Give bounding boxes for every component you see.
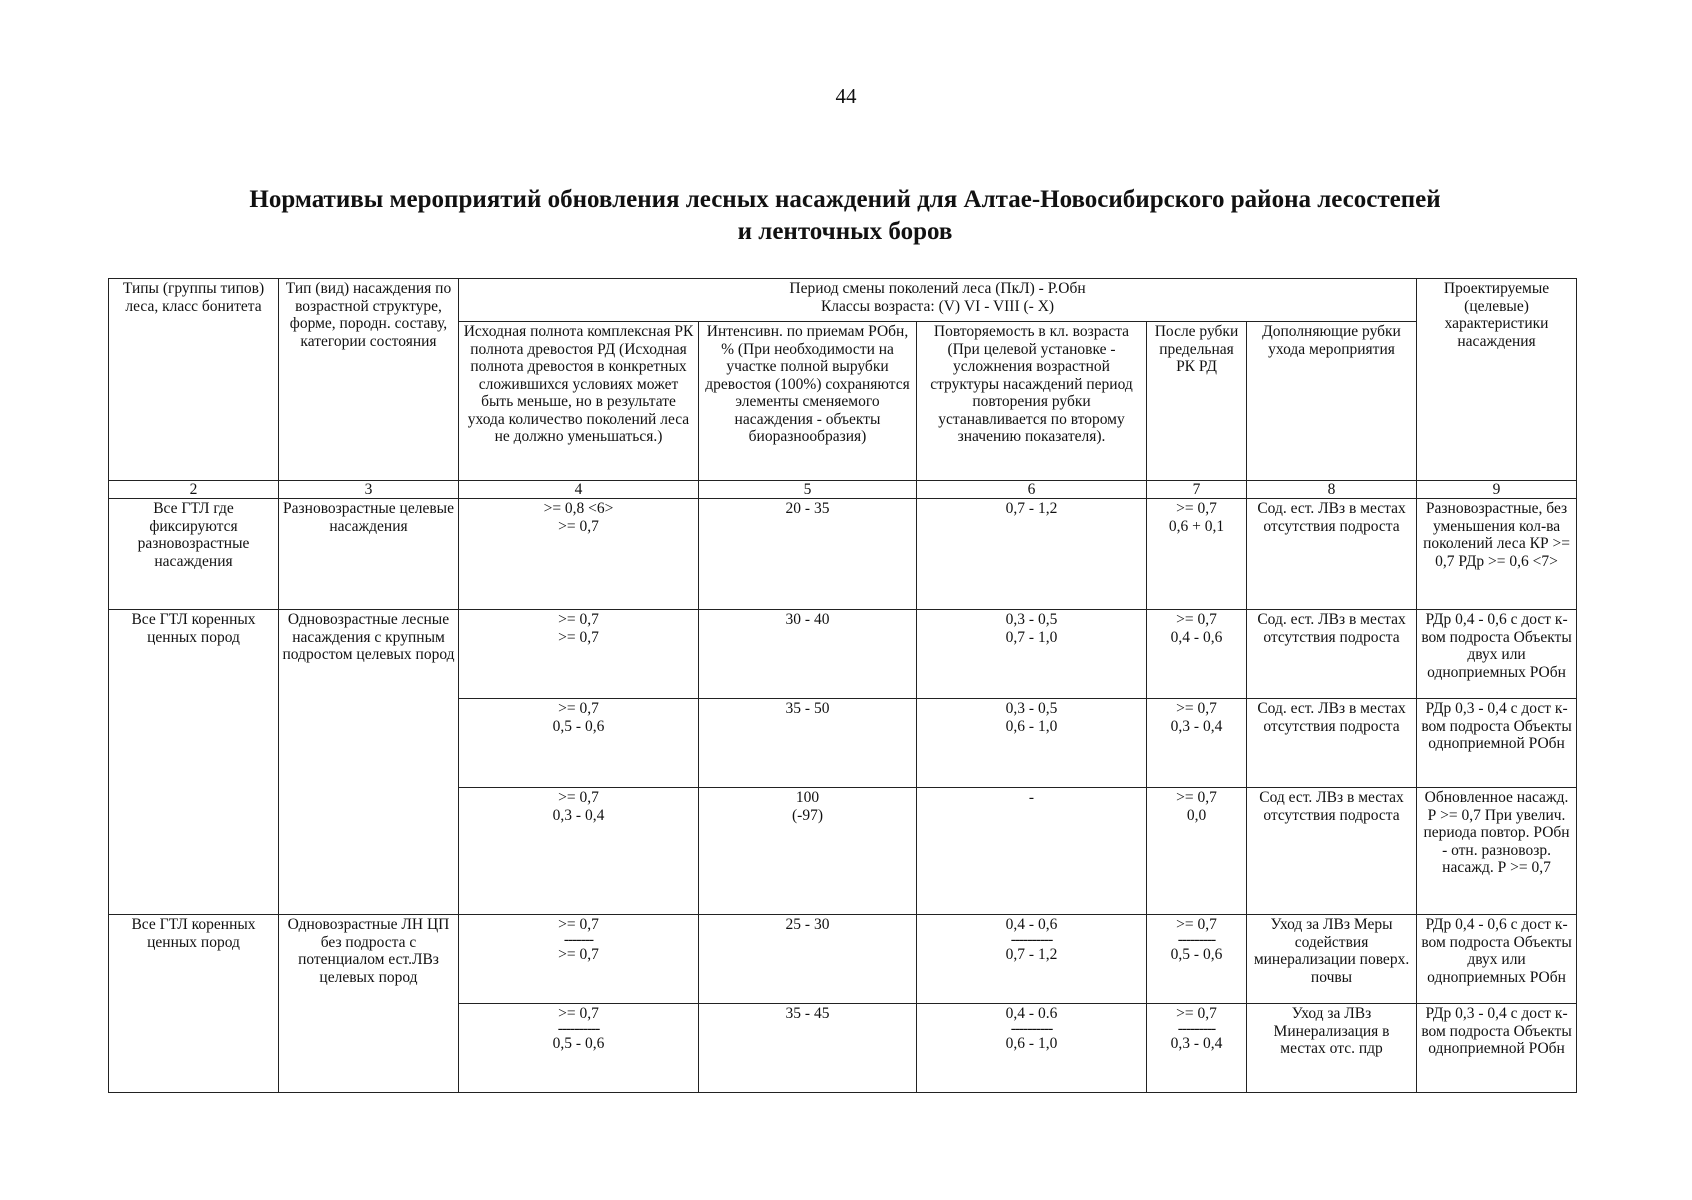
stand-type-cell: Одновозрастные ЛН ЦП без подроста с потенциалом ест.ЛВз целевых пород: [279, 915, 459, 1093]
cell-value: >= 0,7: [1176, 916, 1217, 933]
after-cutting-cell: [1147, 915, 1247, 1004]
title-line-1: Нормативы мероприятий обновления лесных насаждений для Алтае-Новосибирского района лесостепей: [249, 186, 1441, 213]
intensity-cell: 25 - 30: [699, 915, 917, 1004]
column-number-row: [109, 481, 1577, 499]
intensity-cell: 35 - 45: [699, 1004, 917, 1093]
initial-density-cell: [459, 610, 699, 699]
repeatability-cell: [917, 610, 1147, 699]
cell-value: 0,7 - 1,0: [1005, 628, 1058, 646]
target-cell: РДр 0,4 - 0,6 с дост к-вом подроста Объекты двух или одноприемных РОбн: [1417, 610, 1577, 699]
column-number: 4: [459, 481, 699, 499]
repeatability-cell: [917, 1004, 1147, 1093]
column-number: 9: [1417, 481, 1577, 499]
after-cutting-cell: [1147, 699, 1247, 788]
table-row: [109, 915, 1577, 1004]
document-title: [150, 184, 1540, 248]
measures-cell: Сод. ест. ЛВз в местах отсутствия подроста: [1247, 499, 1417, 610]
cell-value: >= 0,7: [1176, 500, 1217, 517]
cell-value: 0,6 + 0,1: [1168, 517, 1225, 535]
table-row: [109, 610, 1577, 699]
column-number: 7: [1147, 481, 1247, 499]
cell-value: >= 0,7: [558, 945, 599, 963]
cell-value: >= 0,7: [558, 1005, 599, 1022]
measures-cell: Уход за ЛВз Минерализация в местах отс. пдр: [1247, 1004, 1417, 1093]
fraction-line: ----------: [1010, 1019, 1053, 1037]
cell-value: 0,4 - 0,6: [1170, 628, 1223, 646]
cell-value: >= 0,7: [558, 628, 599, 646]
cell-value: 0,3 - 0,5: [1005, 611, 1058, 628]
cell-value: 0,3 - 0,4: [1170, 1034, 1223, 1052]
intensity-cell: 30 - 40: [699, 610, 917, 699]
header-period-line-2: Классы возраста: (V) VI - VIII (- X): [820, 297, 1055, 315]
cell-value: >= 0,7: [558, 517, 599, 535]
stand-type-cell: Одновозрастные лесные насаждения с крупным подростом целевых пород: [279, 610, 459, 915]
header-target-characteristics: Проектируемые (целевые) характеристики насаждения: [1417, 279, 1577, 481]
initial-density-cell: [459, 788, 699, 915]
cell-value: 0,5 - 0,6: [552, 1034, 605, 1052]
intensity-cell: 20 - 35: [699, 499, 917, 610]
page-number: 44: [835, 84, 857, 108]
target-cell: РДр 0,3 - 0,4 с дост к-вом подроста Объекты одноприемной РОбн: [1417, 699, 1577, 788]
after-cutting-cell: [1147, 788, 1247, 915]
forest-type-cell: Все ГТЛ коренных ценных пород: [109, 915, 279, 1093]
fraction-line: -------: [563, 930, 594, 948]
target-cell: Обновленное насажд. Р >= 0,7 При увелич. периода повтор. РОбн - отн. разновозр. насажд. Р >= 0,7: [1417, 788, 1577, 915]
fraction-line: ----------: [557, 1019, 600, 1037]
cell-value: (-97): [792, 806, 823, 824]
fraction-line: ----------: [1010, 930, 1053, 948]
cell-value: >= 0,7: [558, 789, 599, 806]
column-number: 2: [109, 481, 279, 499]
intensity-cell: [699, 788, 917, 915]
cell-value: 0,0: [1186, 806, 1207, 824]
measures-cell: Уход за ЛВз Меры содействия минерализации поверх. почвы: [1247, 915, 1417, 1004]
cell-value: 0,6 - 1,0: [1005, 1034, 1058, 1052]
header-period: [459, 279, 1417, 322]
cell-value: >= 0,7: [558, 611, 599, 628]
cell-value: >= 0,7: [558, 700, 599, 717]
cell-value: 0,6 - 1,0: [1005, 717, 1058, 735]
fraction-line: ---------: [1177, 930, 1216, 948]
forest-type-cell: Все ГТЛ где фиксируются разновозрастные насаждения: [109, 499, 279, 610]
header-repeatability: Повторяемость в кл. возраста (При целевой установке - усложнения возрастной структуры насаждений период повторения рубки устанавливается по второму значению показателя).: [917, 322, 1147, 481]
target-cell: Разновозрастные, без уменьшения кол-ва поколений леса КР >= 0,7 РДр >= 0,6 <7>: [1417, 499, 1577, 610]
target-cell: РДр 0,4 - 0,6 с дост к-вом подроста Объекты двух или одноприемных РОбн: [1417, 915, 1577, 1004]
cell-value: >= 0,7: [1176, 789, 1217, 806]
column-number: 5: [699, 481, 917, 499]
after-cutting-cell: [1147, 610, 1247, 699]
cell-value: 0,3 - 0,4: [552, 806, 605, 824]
initial-density-cell: [459, 915, 699, 1004]
cell-value: >= 0,7: [1176, 700, 1217, 717]
repeatability-cell: [917, 915, 1147, 1004]
cell-value: 0,5 - 0,6: [552, 717, 605, 735]
cell-value: 0,3 - 0,4: [1170, 717, 1223, 735]
title-line-2: и ленточных боров: [737, 218, 953, 245]
measures-cell: Сод. ест. ЛВз в местах отсутствия подроста: [1247, 699, 1417, 788]
header-additional-measures: Дополняющие рубки ухода мероприятия: [1247, 322, 1417, 481]
header-intensity: Интенсивн. по приемам РОбн, % (При необходимости на участке полной вырубки древостоя (100%) сохраняются элементы сменяемого насаждения - объекты биоразнообразия): [699, 322, 917, 481]
header-forest-type: Типы (группы типов) леса, класс бонитета: [109, 279, 279, 481]
table-row: [109, 499, 1577, 610]
column-number: 6: [917, 481, 1147, 499]
cell-value: >= 0,7: [1176, 1005, 1217, 1022]
initial-density-cell: [459, 499, 699, 610]
measures-cell: Сод. ест. ЛВз в местах отсутствия подроста: [1247, 610, 1417, 699]
intensity-cell: 35 - 50: [699, 699, 917, 788]
initial-density-cell: [459, 1004, 699, 1093]
forest-type-cell: Все ГТЛ коренных ценных пород: [109, 610, 279, 915]
target-cell: РДр 0,3 - 0,4 с дост к-вом подроста Объекты одноприемной РОбн: [1417, 1004, 1577, 1093]
repeatability-cell: -: [917, 788, 1147, 915]
cell-value: >= 0,7: [558, 916, 599, 933]
column-number: 8: [1247, 481, 1417, 499]
header-stand-type: Тип (вид) насаждения по возрастной структуре, форме, породн. составу, категории состояния: [279, 279, 459, 481]
repeatability-cell: [917, 699, 1147, 788]
fraction-line: ---------: [1177, 1019, 1216, 1037]
header-period-line-1: Период смены поколений леса (ПкЛ) - Р.Обн: [789, 280, 1086, 297]
cell-value: 0,5 - 0,6: [1170, 945, 1223, 963]
after-cutting-cell: [1147, 499, 1247, 610]
initial-density-cell: [459, 699, 699, 788]
stand-type-cell: Разновозрастные целевые насаждения: [279, 499, 459, 610]
repeatability-cell: 0,7 - 1,2: [917, 499, 1147, 610]
column-number: 3: [279, 481, 459, 499]
standards-table: [108, 278, 1577, 1093]
after-cutting-cell: [1147, 1004, 1247, 1093]
cell-value: >= 0,7: [1176, 611, 1217, 628]
measures-cell: Сод ест. ЛВз в местах отсутствия подроста: [1247, 788, 1417, 915]
header-after-cutting: После рубки предельная РК РД: [1147, 322, 1247, 481]
cell-value: 0,3 - 0,5: [1005, 700, 1058, 717]
cell-value: 0,7 - 1,2: [1005, 945, 1058, 963]
header-row-1: [109, 279, 1577, 322]
cell-value: 100: [795, 789, 820, 806]
header-initial-density: Исходная полнота комплексная РК полнота древостоя РД (Исходная полнота древостоя в конкретных сложившихся условиях может быть меньше, но в результате ухода количество поколений леса не должно уменьшаться.): [459, 322, 699, 481]
cell-value: 0,4 - 0,6: [1005, 916, 1058, 933]
cell-value: >= 0,8 <6>: [543, 500, 614, 517]
cell-value: 0,4 - 0.6: [1005, 1005, 1058, 1022]
